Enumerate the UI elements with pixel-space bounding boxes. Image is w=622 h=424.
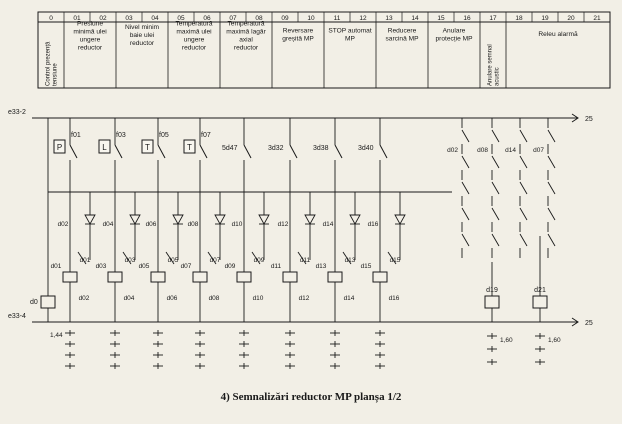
sensor-contact: [115, 145, 122, 158]
header-function-cell: [538, 31, 578, 38]
header-number-cell: 15: [437, 15, 445, 22]
alarm-contact: [548, 182, 555, 194]
sensor-letter: T: [187, 143, 192, 152]
alarm-contact: [520, 208, 527, 220]
header-function-line: Control prezență: [45, 41, 52, 86]
diagram-caption: 4) Semnalizări reductor MP planșa 1/2: [220, 391, 402, 403]
diode-label: d06: [145, 221, 157, 228]
relay-coil-tag: d01: [50, 263, 62, 270]
relay-coil-tag: d15: [360, 263, 372, 270]
alarm-contact: [462, 208, 469, 220]
alarm-contact: [520, 130, 527, 142]
header-number-cell: 10: [307, 15, 315, 22]
alarm-contact-label: d14: [505, 147, 516, 154]
relay-coil: [63, 272, 77, 282]
relay-coil-label: d06: [166, 295, 178, 302]
header-number-cell: 0: [49, 15, 53, 22]
header-function-line: Temperatură: [227, 20, 265, 28]
header-function-cell: [73, 21, 107, 52]
diode-label: d08: [187, 221, 199, 228]
header-function-line: Presiune: [76, 20, 104, 28]
header-number-cell: 05: [177, 15, 185, 22]
alarm-contact-label: d07: [533, 147, 544, 154]
latch-contact-label: d05: [167, 257, 179, 264]
terminal-label: 1,60: [548, 337, 561, 344]
sensor-letter: T: [145, 143, 150, 152]
alarm-contact: [548, 156, 555, 168]
diode-label: d14: [322, 221, 334, 228]
relay-coil-d19: [485, 296, 499, 308]
sensor-letter: P: [56, 143, 63, 152]
alarm-contact: [548, 234, 555, 246]
diode-label: d02: [57, 221, 69, 228]
alarm-contact: [520, 156, 527, 168]
header-function-cell: [488, 44, 501, 86]
bottom-rail-label: e33-4: [8, 313, 26, 320]
relay-coil-label: d10: [252, 295, 264, 302]
relay-label-d21: d21: [534, 287, 546, 294]
alarm-contact: [462, 156, 469, 168]
header-function-line: sarcină MP: [385, 35, 419, 43]
relay-coil: [373, 272, 387, 282]
header-function-line: protecție MP: [435, 35, 473, 43]
header-function-line: Nivel minim: [124, 24, 160, 31]
alarm-contact: [462, 234, 469, 246]
alarm-contact-label: d08: [477, 147, 488, 154]
header-function-line: reductor: [181, 44, 207, 52]
header-number-cell: 14: [411, 15, 419, 22]
circuit-area: [8, 109, 593, 369]
diode-symbol: [130, 215, 140, 224]
header-number-cell: 04: [151, 15, 159, 22]
relay-coil-label: d04: [123, 295, 135, 302]
terminal-label: 1,44: [50, 332, 63, 339]
header-number-cell: 16: [463, 15, 471, 22]
header-number-cell: 09: [281, 15, 289, 22]
alarm-contact: [520, 234, 527, 246]
relay-coil: [328, 272, 342, 282]
top-rail-label: e33-2: [8, 109, 26, 116]
header-function-line: Reducere: [387, 27, 417, 35]
sensor-contact: [200, 145, 207, 158]
header-function-line: maximă lagăr: [226, 28, 266, 36]
header-number-cell: 08: [255, 15, 263, 22]
latch-contact-label: d07: [209, 257, 221, 264]
header-number-cell: 21: [593, 15, 601, 22]
diode-symbol: [173, 215, 183, 224]
diode-symbol: [85, 215, 95, 224]
header-function-line: reductor: [77, 44, 103, 52]
header-function-line: ungere: [79, 36, 101, 44]
switch-label: 3d40: [358, 145, 374, 152]
latch-contact-label: d03: [124, 257, 136, 264]
alarm-contact-label: d02: [447, 147, 458, 154]
alarm-contact: [462, 182, 469, 194]
header-function-cell: [226, 21, 266, 52]
header-function-line: Releu alarmă: [538, 31, 578, 38]
relay-coil: [108, 272, 122, 282]
header-table: [38, 12, 610, 88]
header-number-cell: 07: [229, 15, 237, 22]
diode-label: d10: [231, 221, 243, 228]
header-number-cell: 01: [73, 15, 81, 22]
alarm-contact: [492, 156, 499, 168]
relay-coil-tag: d11: [270, 263, 282, 270]
header-number-cell: 18: [515, 15, 523, 22]
alarm-contact: [520, 182, 527, 194]
alarm-contact: [462, 130, 469, 142]
alarm-contact: [548, 130, 555, 142]
header-function-cell: [328, 28, 372, 43]
header-function-cell: [125, 24, 160, 47]
header-function-cell: [282, 28, 314, 43]
alarm-contact: [492, 208, 499, 220]
diode-label: d16: [367, 221, 379, 228]
latch-contact-label: d15: [389, 257, 401, 264]
header-function-cell: [46, 41, 59, 86]
header-function-line: MP: [345, 35, 355, 43]
alarm-contact: [492, 234, 499, 246]
latch-contact-label: d13: [344, 257, 356, 264]
sensor-code: f05: [159, 132, 169, 139]
switch-contact: [380, 145, 387, 158]
sensor-code: f07: [201, 132, 211, 139]
diode-symbol: [395, 215, 405, 224]
alarm-contact: [492, 130, 499, 142]
relay-coil: [283, 272, 297, 282]
relay-coil-label: d14: [343, 295, 355, 302]
switch-contact: [290, 145, 297, 158]
header-function-line: STOP automat: [328, 27, 372, 35]
terminal-label: 1,60: [500, 337, 513, 344]
relay-coil-tag: d09: [224, 263, 236, 270]
header-function-cell: [386, 28, 420, 43]
header-number-cell: 17: [489, 15, 497, 22]
switch-label: 5d47: [222, 145, 238, 152]
header-function-cell: [435, 28, 473, 43]
relay-coil: [151, 272, 165, 282]
header-number-cell: 11: [333, 15, 341, 22]
alarm-contact: [492, 182, 499, 194]
header-function-cell: [175, 21, 212, 52]
diode-symbol: [215, 215, 225, 224]
sensor-contact: [70, 145, 77, 158]
relay-coil: [237, 272, 251, 282]
header-function-line: Temperatură: [175, 20, 213, 28]
switch-contact: [335, 145, 342, 158]
top-rail-number: 25: [585, 116, 593, 123]
header-function-line: axial: [239, 36, 253, 44]
diode-label: d12: [277, 221, 289, 228]
latch-contact-label: d09: [253, 257, 265, 264]
relay-coil-tag: d07: [180, 263, 192, 270]
header-number-cell: 19: [541, 15, 549, 22]
header-function-line: reductor: [233, 44, 259, 52]
relay-coil: [193, 272, 207, 282]
header-function-line: acustic: [494, 67, 501, 86]
header-function-line: maximă ulei: [176, 28, 212, 36]
bottom-rail-number: 25: [585, 320, 593, 327]
switch-contact: [244, 145, 251, 158]
header-number-cell: 20: [567, 15, 575, 22]
header-function-line: tensiune: [52, 63, 59, 86]
relay-coil-label: d12: [298, 295, 310, 302]
diode-symbol: [350, 215, 360, 224]
relay-label-d19: d19: [486, 287, 498, 294]
switch-label: 3d38: [313, 145, 329, 152]
header-function-line: Reversare: [282, 27, 314, 35]
header-function-line: Anulare: [442, 27, 466, 35]
switch-label: 3d32: [268, 145, 284, 152]
header-function-line: minimă ulei: [73, 28, 107, 36]
header-function-line: ungere: [183, 36, 205, 44]
latch-contact-label: d01: [79, 257, 91, 264]
header-function-line: reductor: [129, 40, 155, 47]
sensor-contact: [158, 145, 165, 158]
sensor-letter: L: [102, 143, 107, 152]
relay-coil-tag: d05: [138, 263, 150, 270]
relay-coil-d0: [41, 296, 55, 308]
diode-label: d04: [102, 221, 114, 228]
diode-symbol: [259, 215, 269, 224]
header-function-line: Anulare semnal: [487, 44, 494, 86]
relay-coil-label: d16: [388, 295, 400, 302]
header-function-line: greșită MP: [282, 35, 314, 43]
relay-coil-label: d02: [78, 295, 90, 302]
relay-coil-tag: d03: [95, 263, 107, 270]
diode-symbol: [305, 215, 315, 224]
header-function-line: baie ulei: [129, 32, 155, 39]
header-number-cell: 06: [203, 15, 211, 22]
relay-coil-label: d08: [208, 295, 220, 302]
sensor-code: f01: [71, 132, 81, 139]
relay-coil-tag: d13: [315, 263, 327, 270]
relay-label-d0: d0: [30, 299, 38, 306]
header-number-cell: 03: [125, 15, 133, 22]
header-number-cell: 12: [359, 15, 367, 22]
alarm-contact: [548, 208, 555, 220]
sensor-code: f03: [116, 132, 126, 139]
header-number-cell: 13: [385, 15, 393, 22]
header-number-cell: 02: [99, 15, 107, 22]
relay-coil-d21: [533, 296, 547, 308]
latch-contact-label: d11: [299, 257, 311, 264]
